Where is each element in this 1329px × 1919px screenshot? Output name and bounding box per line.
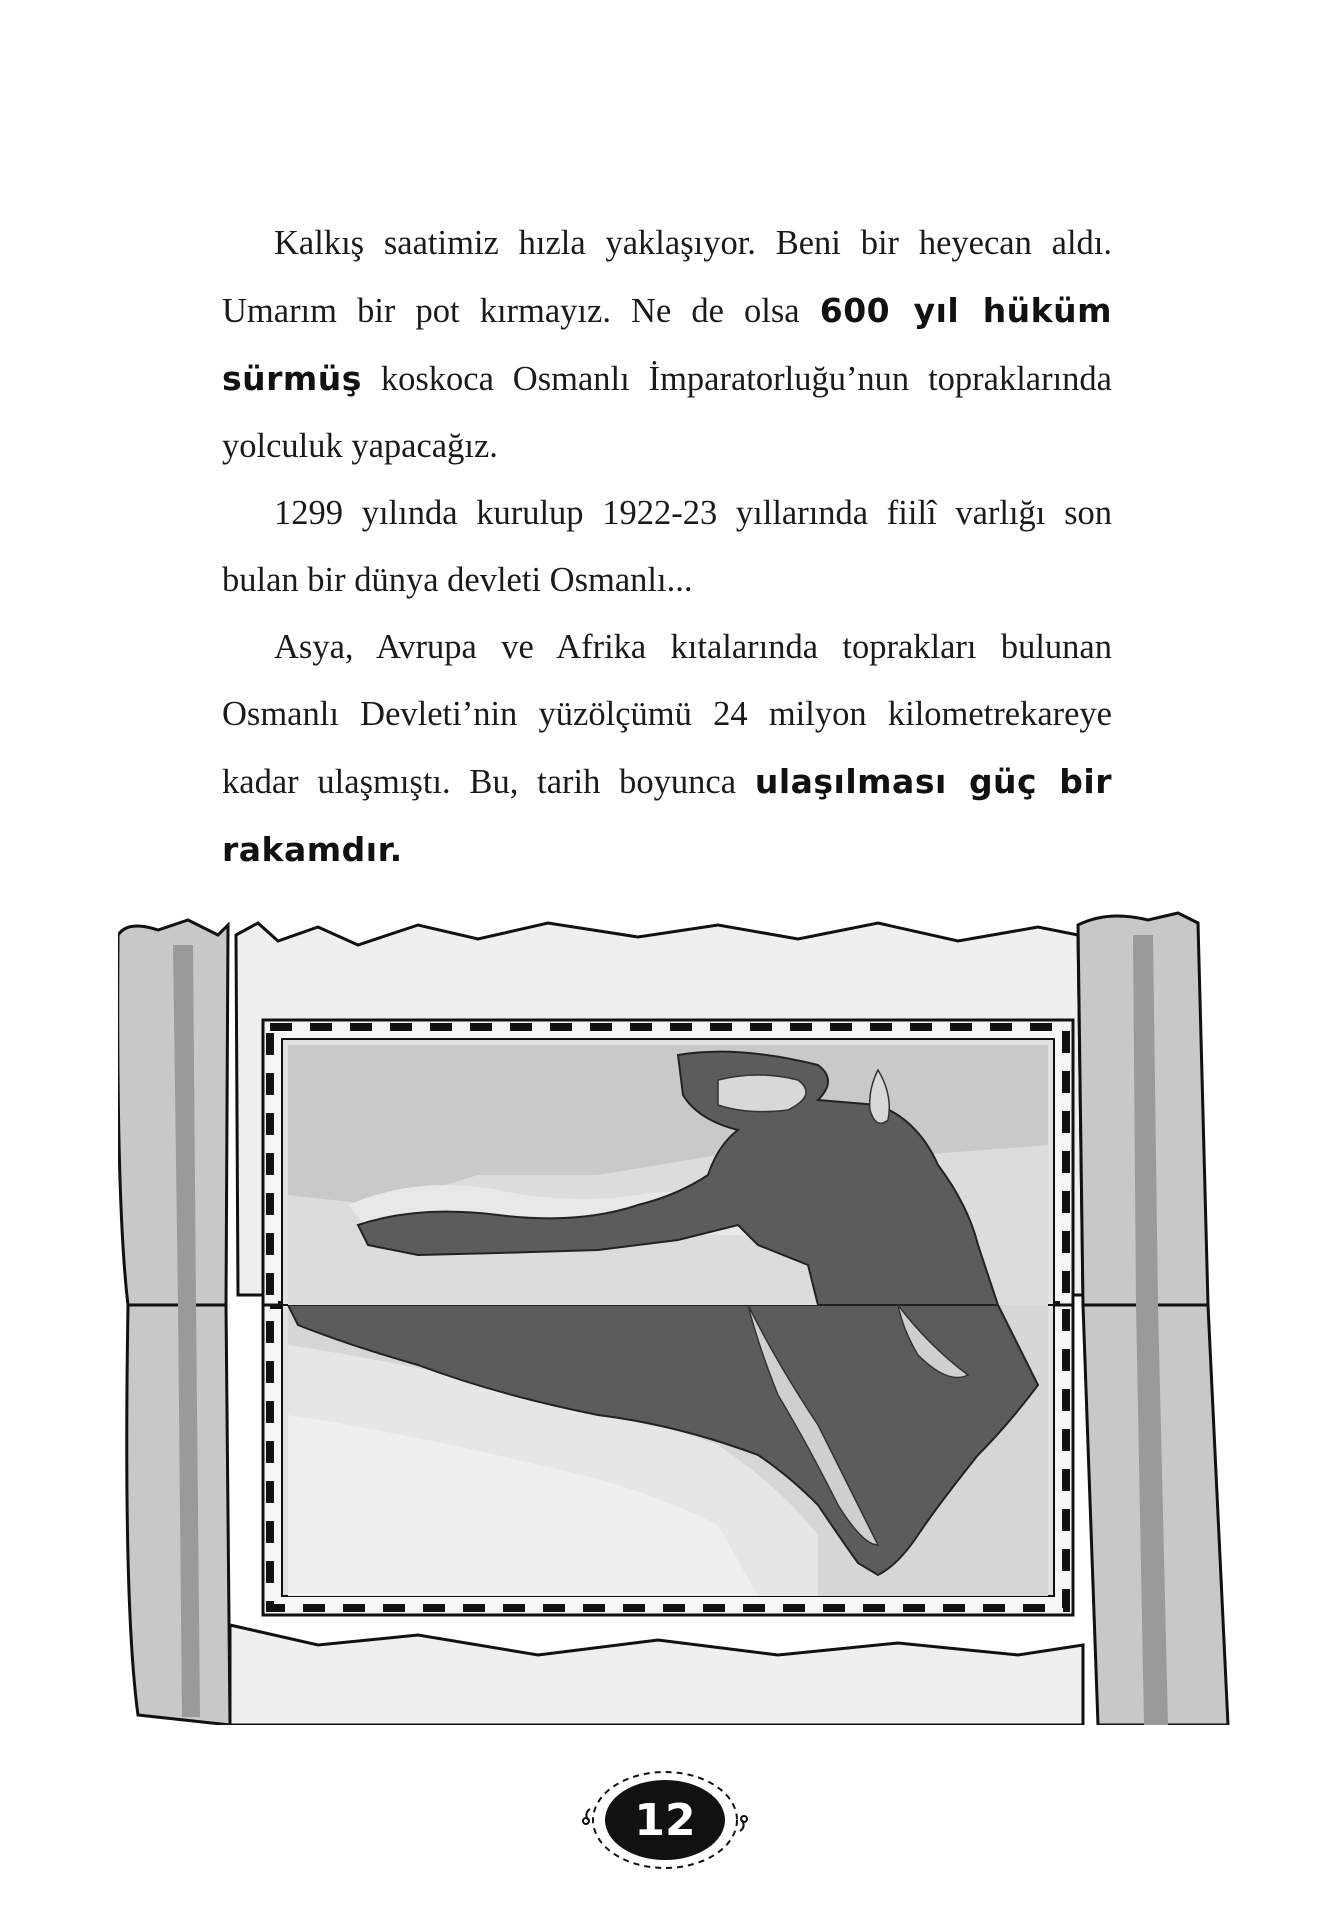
sea-black [718,1075,806,1112]
p1-text-end: koskoca Osmanlı İmparatorluğu’nun topraklarında yolculuk yapacağız. [222,360,1112,465]
parchment-bottom-edge [230,1625,1083,1725]
p3-text: Asya, Avrupa ve Afrika kıtalarında toprakları bulunan Osmanlı Devleti’nin yüzölçümü 24 milyon kilometrekareye kadar ulaşmıştı. Bu, tarih boyunca [222,628,1112,801]
page-number: 12 [634,1794,696,1846]
p2-text: 1299 yılında kurulup 1922-23 yıllarında fiilî varlığı son bulan bir dünya devleti Osmanlı... [222,494,1112,599]
p3-highlight: ulaşılması güç bir rakamdır. [222,762,1112,869]
paragraph-2 [222,480,1112,614]
scroll-roll-left-lower [127,1305,230,1725]
p1-highlight: 600 yıl hüküm sürmüş [222,291,1113,398]
p1-text-start: Kalkış saatimiz hızla yaklaşıyor. Beni bir heyecan aldı. Umarım bir pot kırmayız. Ne de olsa [222,224,1112,330]
page-number-badge [580,1765,750,1875]
paragraph-3 [222,614,1112,884]
paragraph-1 [222,210,1112,480]
scroll-roll-left [118,920,228,1305]
body-text [222,210,1112,884]
map-scroll-bottom [118,1305,1238,1725]
map-scroll [118,905,1238,1305]
